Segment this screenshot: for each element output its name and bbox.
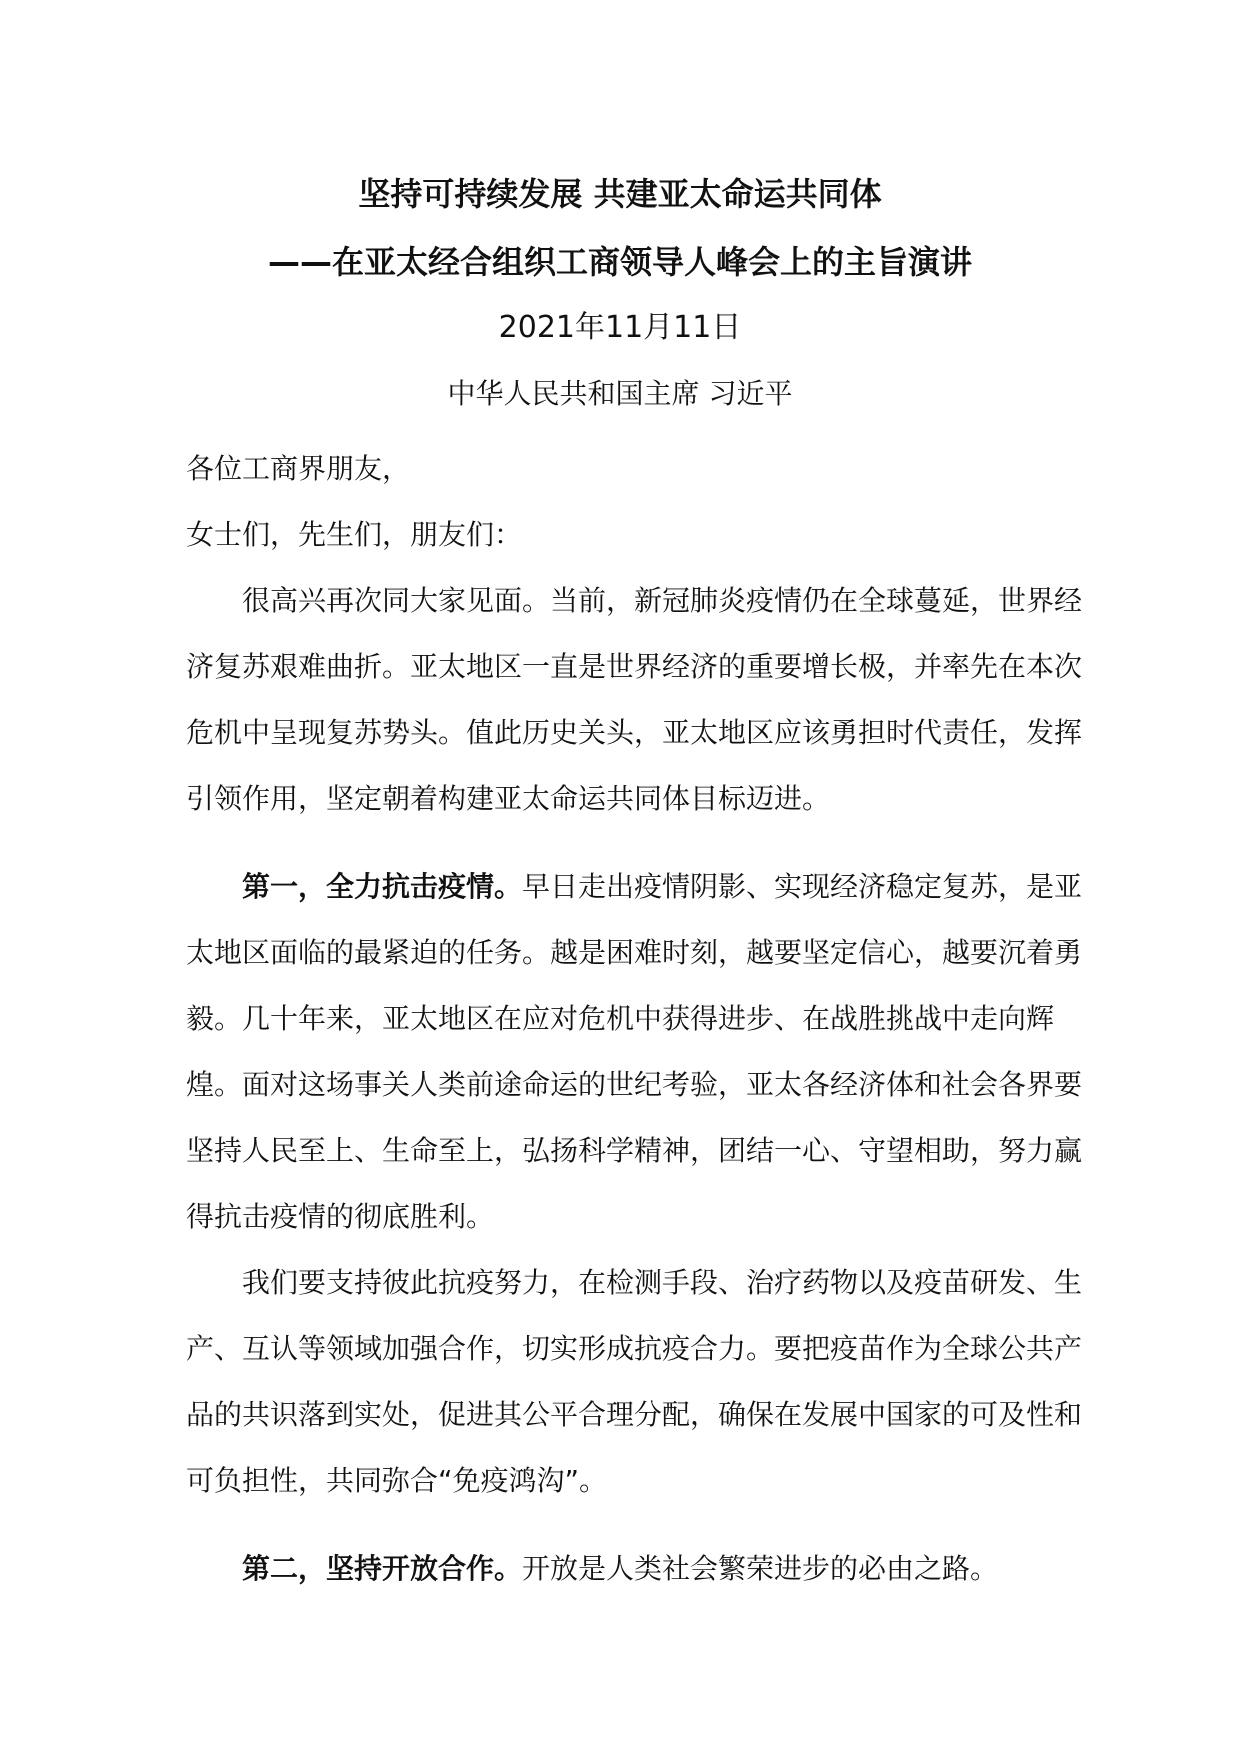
paragraph	[186, 854, 1086, 1250]
paragraph-text: 很高兴再次同大家见面。当前，新冠肺炎疫情仍在全球蔓延，世界经济复苏艰难曲折。亚太地区一直是世界经济的重要增长极，并率先在本次危机中呈现复苏势头。值此历史关头，亚太地区应该勇担时代责任，发挥引领作用，坚定朝着构建亚太命运共同体目标迈进。	[186, 584, 1083, 815]
paragraph-text: 早日走出疫情阴影、实现经济稳定复苏，是亚太地区面临的最紧迫的任务。越是困难时刻，越要坚定信心，越要沉着勇毅。几十年来，亚太地区在应对危机中获得进步、在战胜挑战中走向辉煌。面对这场事关人类前途命运的世纪考验，亚太各经济体和社会各界要坚持人民至上、生命至上，弘扬科学精神，团结一心、守望相助，努力赢得抗击疫情的彻底胜利。	[186, 870, 1083, 1233]
paragraph-lead: 第一，全力抗击疫情。	[242, 870, 523, 903]
paragraph	[186, 1250, 1086, 1514]
paragraph	[186, 568, 1086, 832]
document-title: 坚持可持续发展 共建亚太命运共同体	[358, 175, 882, 213]
document-subtitle: ——在亚太经合组织工商领导人峰会上的主旨演讲	[267, 243, 972, 281]
paragraph-text: 开放是人类社会繁荣进步的必由之路。	[522, 1552, 999, 1585]
document-author: 中华人民共和国主席 习近平	[447, 377, 793, 410]
salutation-line: 各位工商界朋友，	[186, 452, 411, 485]
paragraph	[186, 1536, 1086, 1602]
paragraph-text: 我们要支持彼此抗疫努力，在检测手段、治疗药物以及疫苗研发、生产、互认等领域加强合作，切实形成抗疫合力。要把疫苗作为全球公共产品的共识落到实处，促进其公平合理分配，确保在发展中国家的可及性和可负担性，共同弥合“免疫鸿沟”。	[186, 1266, 1083, 1497]
paragraph-lead: 第二，坚持开放合作。	[242, 1552, 523, 1585]
speech-body	[186, 436, 1086, 1602]
document-date: 2021年11月11日	[498, 310, 742, 345]
salutation-line: 女士们，先生们，朋友们：	[186, 518, 523, 551]
